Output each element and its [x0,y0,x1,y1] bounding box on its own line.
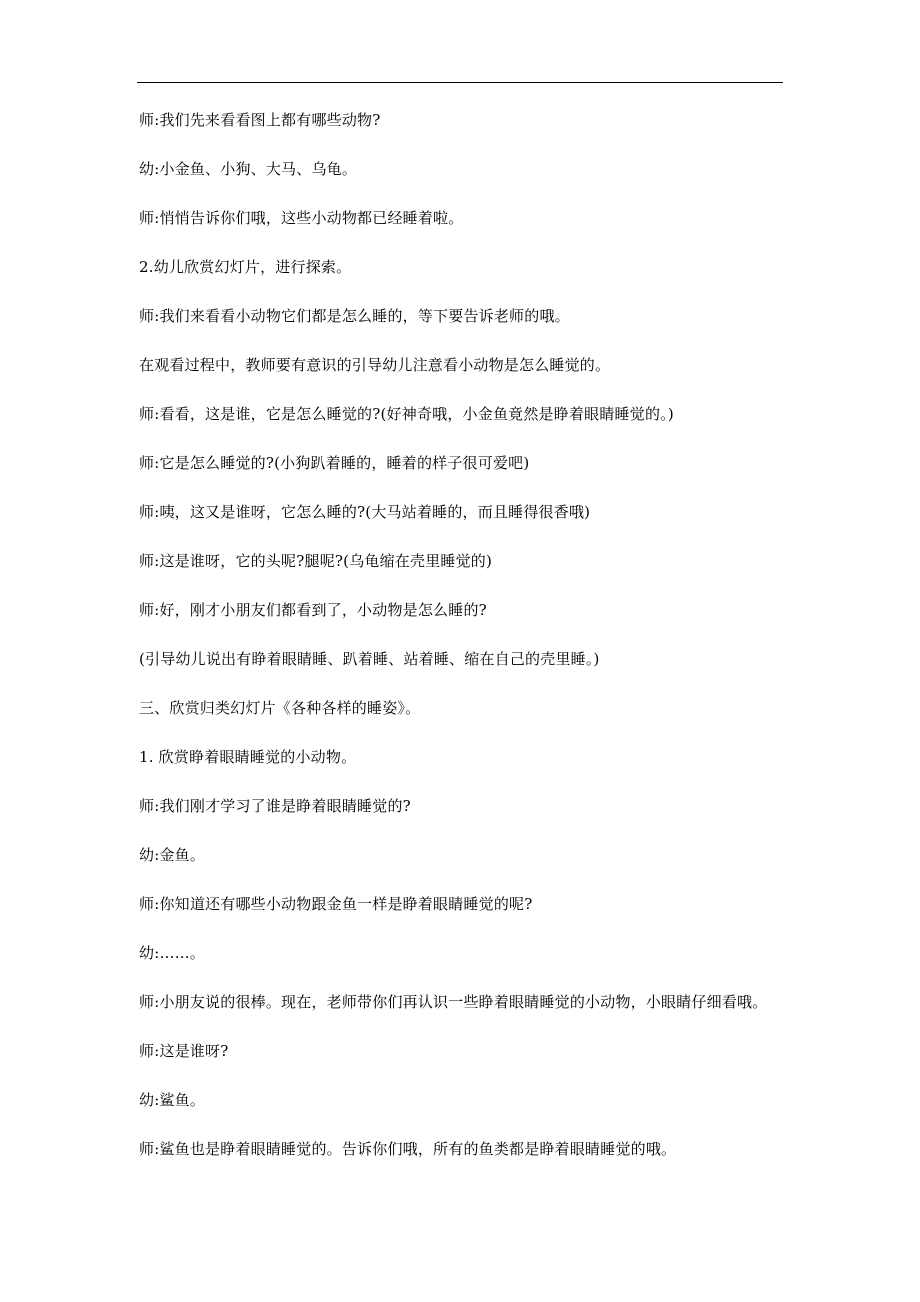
paragraph: 师:我们来看看小动物它们都是怎么睡的，等下要告诉老师的哦。 [139,307,570,325]
paragraph: 师:小朋友说的很棒。现在，老师带你们再认识一些睁着眼睛睡觉的小动物，小眼睛仔细看哦。 [139,993,768,1011]
paragraph: 师:你知道还有哪些小动物跟金鱼一样是睁着眼睛睡觉的呢? [139,895,533,913]
subsection-heading: 1. 欣赏睁着眼睛睡觉的小动物。 [139,748,357,766]
paragraph: 师:咦，这又是谁呀，它怎么睡的?(大马站着睡的，而且睡得很香哦) [139,503,591,521]
section-heading: 三、欣赏归类幻灯片《各种各样的睡姿》。 [139,699,421,717]
paragraph: 师:悄悄告诉你们哦，这些小动物都已经睡着啦。 [139,209,464,227]
paragraph: 师:鲨鱼也是睁着眼睛睡觉的。告诉你们哦，所有的鱼类都是睁着眼睛睡觉的哦。 [139,1140,677,1158]
paragraph: 幼:鲨鱼。 [139,1091,206,1109]
header-rule [137,82,783,83]
paragraph: 2.幼儿欣赏幻灯片，进行探索。 [139,258,352,276]
paragraph: 师:这是谁呀? [139,1042,229,1060]
paragraph: 师:这是谁呀，它的头呢?腿呢?(乌龟缩在壳里睡觉的) [139,552,493,570]
paragraph: 幼:金鱼。 [139,846,206,864]
paragraph: 师:它是怎么睡觉的?(小狗趴着睡的，睡着的样子很可爱吧) [139,454,530,472]
paragraph: 幼:小金鱼、小狗、大马、乌龟。 [139,160,358,178]
paragraph: 师:我们先来看看图上都有哪些动物? [139,111,381,129]
paragraph: 在观看过程中，教师要有意识的引导幼儿注意看小动物是怎么睡觉的。 [139,356,611,374]
paragraph: 师:看看，这是谁，它是怎么睡觉的?(好神奇哦，小金鱼竟然是睁着眼睛睡觉的。) [139,405,674,423]
paragraph: 师:好，刚才小朋友们都看到了，小动物是怎么睡的? [139,601,487,619]
document-body [139,108,789,1161]
paragraph: 幼:……。 [139,944,206,962]
paragraph: 师:我们刚才学习了谁是睁着眼睛睡觉的? [139,797,411,815]
paragraph: (引导幼儿说出有睁着眼睛睡、趴着睡、站着睡、缩在自己的壳里睡。) [139,650,600,668]
